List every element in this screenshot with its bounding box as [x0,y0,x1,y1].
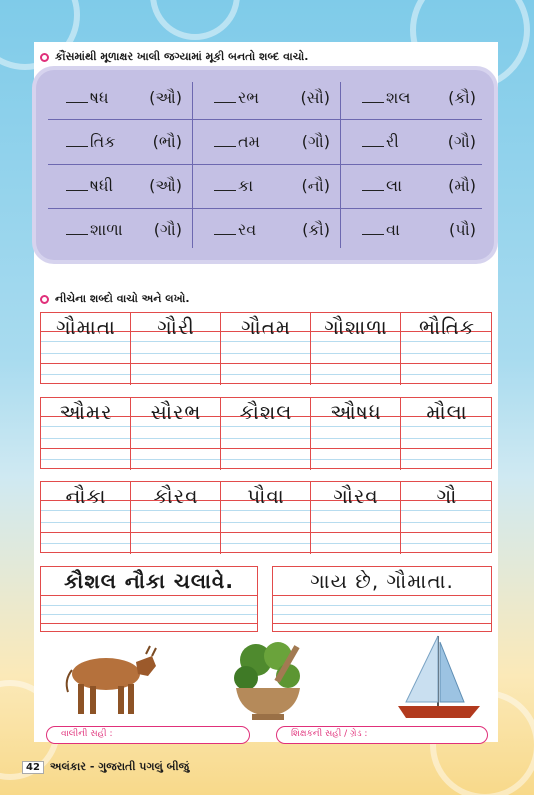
blank-line [214,133,236,147]
blank-line [66,221,88,235]
blank-line [362,133,384,147]
partial-word: શલ [386,88,411,107]
blank-line [362,177,384,191]
background-circle [150,0,240,40]
practice-word: કૌરવ [153,484,199,508]
practice-word: ગૌમાતા [56,315,116,339]
practice-word: ઔષધ [330,400,382,424]
practice-word: ગૌરી [157,315,195,339]
practice-word: ગૌશાળા [324,315,388,339]
practice-word: મૌલા [426,400,468,424]
fill-cell[interactable] [192,76,340,120]
fill-cell[interactable] [340,208,486,252]
blank-line [362,89,384,103]
teacher-signature-label: શિક્ષકની સહી / ગ્રેડ : [291,729,368,739]
herbs-mortar-image [226,638,310,722]
fill-cell[interactable] [340,164,486,208]
letter-hint: (મૌ) [448,176,476,195]
instruction-text: નીચેના શબ્દો વાચો અને લખો. [55,292,190,305]
practice-word: પૌવા [247,484,285,508]
practice-word: ભૌતિક [418,315,476,339]
sentence-writing-box[interactable] [272,566,492,632]
book-title: અલંકાર - ગુજરાતી પગલું બીજું [49,760,190,773]
partial-word: તમ [238,132,260,151]
partial-word: રવ [238,220,257,239]
practice-word: ઔમર [59,400,113,424]
letter-hint: (કૌ) [448,88,476,107]
instruction-read-write [40,292,190,306]
letter-hint: (નૌ) [301,176,330,195]
bullet-icon [40,53,49,62]
letter-hint: (કૌ) [302,220,330,239]
letter-hint: (ગૌ) [153,220,182,239]
parent-signature-field[interactable] [46,726,250,744]
cow-image [62,636,158,720]
partial-word: ષધી [90,176,114,195]
partial-word: તિક [90,132,116,151]
blank-line [214,221,236,235]
letter-hint: (પૌ) [449,220,476,239]
blank-line [66,89,88,103]
teacher-signature-field[interactable] [276,726,488,744]
letter-hint: (ઔ) [149,88,182,107]
fill-cell[interactable] [192,164,340,208]
practice-word: ગૌતમ [240,315,292,339]
blank-line [214,177,236,191]
letter-hint: (સૌ) [300,88,330,107]
practice-word: સૌરભ [150,400,202,424]
writing-row[interactable] [40,312,492,384]
letter-hint: (ગૌ) [447,132,476,151]
blank-line [362,221,384,235]
blank-line [214,89,236,103]
parent-signature-label: વાલીની સહી : [61,729,113,739]
fill-cell[interactable] [192,120,340,164]
page-footer [22,760,189,774]
instruction-text: કૌંસમાંથી મૂળાક્ષર ખાલી જગ્યામાં મૂકી બનતો શબ્દ વાચો. [55,50,309,63]
fill-cell[interactable] [44,76,192,120]
practice-word: કૌશલ [239,400,293,424]
blank-line [66,133,88,147]
page-number: 42 [22,761,44,774]
sailboat-image [392,632,484,724]
letter-hint: (ગૌ) [301,132,330,151]
writing-row[interactable] [40,481,492,553]
partial-word: શાળા [90,220,123,239]
sentence-text: કૌશલ નૌકા ચલાવે. [64,569,234,593]
partial-word: રભ [238,88,260,107]
fill-cell[interactable] [340,76,486,120]
fill-in-grid [44,74,486,254]
instruction-fill-blanks [40,50,308,64]
practice-word: ગૌ [436,484,458,508]
bullet-icon [40,295,49,304]
writing-row[interactable] [40,397,492,469]
fill-cell[interactable] [44,164,192,208]
partial-word: રી [386,132,399,151]
blank-line [66,177,88,191]
partial-word: ષધ [90,88,109,107]
fill-cell[interactable] [44,208,192,252]
fill-cell[interactable] [192,208,340,252]
practice-word: ગૌરવ [333,484,379,508]
letter-hint: (ભૌ) [152,132,182,151]
practice-word: નૌકા [65,484,107,508]
partial-word: લા [386,176,403,195]
fill-cell[interactable] [44,120,192,164]
partial-word: વા [386,220,400,239]
partial-word: કા [238,176,254,195]
sentence-text: ગાય છે, ગૌમાતા. [310,569,454,593]
sentence-writing-box[interactable] [40,566,258,632]
letter-hint: (ઔ) [149,176,182,195]
fill-cell[interactable] [340,120,486,164]
